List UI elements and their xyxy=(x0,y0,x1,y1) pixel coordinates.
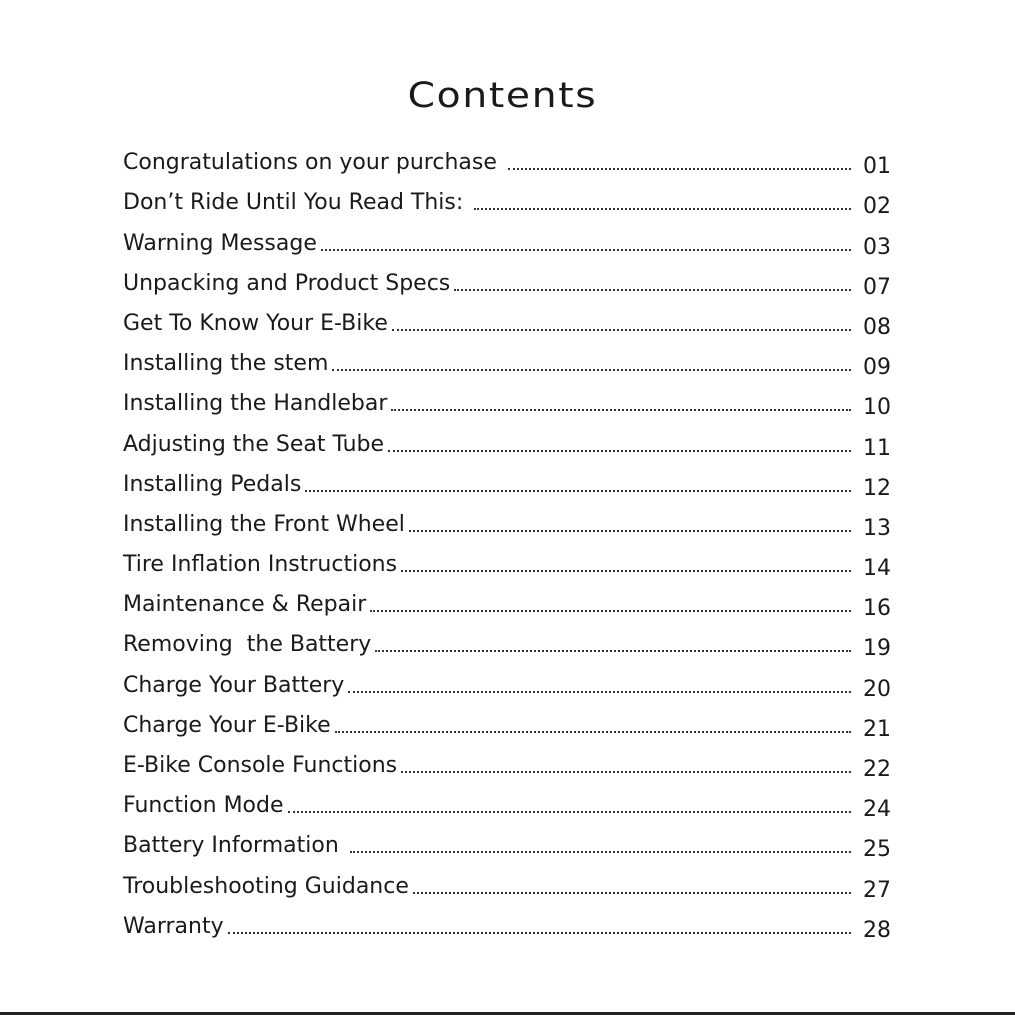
dot-leader xyxy=(392,329,851,331)
toc-page-number: 28 xyxy=(863,917,891,943)
toc-entry-label: Tire Inflation Instructions xyxy=(123,552,398,578)
dot-leader xyxy=(305,490,851,492)
toc-entry-label: Don’t Ride Until You Read This: xyxy=(123,190,471,216)
dot-leader xyxy=(332,369,851,371)
toc-entry-label: Battery Information xyxy=(123,833,346,859)
dot-leader xyxy=(388,450,851,452)
toc-entry-label: Unpacking and Product Specs xyxy=(123,270,451,296)
toc-entry-unpacking[interactable] xyxy=(123,259,893,299)
toc-entry-tire-inflation[interactable] xyxy=(123,540,893,580)
toc-page-number: 08 xyxy=(863,314,891,340)
toc-entry-charge-battery[interactable] xyxy=(123,660,893,700)
toc-entry-maintenance-repair[interactable] xyxy=(123,580,893,620)
toc-page-number: 25 xyxy=(863,837,891,863)
toc-entry-label: Charge Your Battery xyxy=(123,672,345,698)
dot-leader xyxy=(401,771,851,773)
toc-page-number: 27 xyxy=(863,877,891,903)
dot-leader xyxy=(321,249,851,251)
toc-entry-adjusting-seat-tube[interactable] xyxy=(123,419,893,459)
toc-entry-label: Installing the stem xyxy=(123,351,329,377)
toc-entry-label: Installing Pedals xyxy=(123,471,302,497)
dot-leader xyxy=(454,289,851,291)
toc-entry-removing-battery[interactable] xyxy=(123,620,893,660)
dot-leader xyxy=(228,932,851,934)
table-of-contents xyxy=(123,138,893,942)
dot-leader xyxy=(288,811,851,813)
toc-entry-label: Removing the Battery xyxy=(123,632,372,658)
toc-entry-label: Charge Your E-Bike xyxy=(123,712,331,738)
toc-entry-label: Installing the Handlebar xyxy=(123,391,388,417)
dot-leader xyxy=(375,650,851,652)
toc-page-number: 16 xyxy=(863,596,891,622)
toc-page-number: 21 xyxy=(863,716,891,742)
dot-leader xyxy=(413,892,851,894)
dot-leader xyxy=(474,208,851,210)
toc-page-number: 10 xyxy=(863,395,891,421)
toc-entry-label: Maintenance & Repair xyxy=(123,592,367,618)
toc-page-number: 11 xyxy=(863,435,891,461)
toc-entry-label: Adjusting the Seat Tube xyxy=(123,431,385,457)
toc-page-number: 22 xyxy=(863,757,891,782)
toc-entry-warranty[interactable] xyxy=(123,902,893,942)
toc-entry-label: Installing the Front Wheel xyxy=(123,511,405,537)
toc-page-number: 07 xyxy=(863,274,891,300)
page-title: Contents xyxy=(407,76,598,116)
toc-entry-installing-front-wheel[interactable] xyxy=(123,500,893,540)
toc-entry-label: Congratulations on your purchase xyxy=(123,150,504,176)
toc-entry-installing-handlebar[interactable] xyxy=(123,379,893,419)
dot-leader xyxy=(401,570,851,572)
toc-entry-label: Get To Know Your E-Bike xyxy=(123,310,388,336)
dot-leader xyxy=(350,851,851,853)
toc-page-number: 19 xyxy=(863,636,891,662)
toc-page-number: 13 xyxy=(863,515,891,541)
toc-entry-installing-stem[interactable] xyxy=(123,339,893,379)
toc-page-number: 12 xyxy=(863,475,891,501)
toc-page-number: 20 xyxy=(863,676,891,702)
toc-entry-troubleshooting[interactable] xyxy=(123,861,893,901)
toc-page-number: 03 xyxy=(863,234,891,260)
dot-leader xyxy=(370,610,851,612)
dot-leader xyxy=(335,731,851,733)
dot-leader xyxy=(391,409,851,411)
toc-entry-get-to-know[interactable] xyxy=(123,299,893,339)
toc-entry-label: Function Mode xyxy=(123,793,284,819)
toc-page-number: 24 xyxy=(863,797,891,823)
toc-entry-congratulations[interactable] xyxy=(123,138,893,178)
toc-entry-dont-ride[interactable] xyxy=(123,178,893,218)
dot-leader xyxy=(348,691,851,693)
toc-entry-label: Troubleshooting Guidance xyxy=(123,873,409,899)
toc-page-number: 09 xyxy=(863,355,891,381)
toc-entry-warning-message[interactable] xyxy=(123,218,893,258)
toc-entry-installing-pedals[interactable] xyxy=(123,460,893,500)
toc-page-number: 01 xyxy=(863,154,891,180)
toc-page-number: 14 xyxy=(863,556,891,582)
toc-entry-console-functions[interactable] xyxy=(123,741,893,781)
dot-leader xyxy=(409,530,851,532)
toc-entry-label: E-Bike Console Functions xyxy=(123,753,398,778)
toc-entry-label: Warranty xyxy=(123,913,224,939)
toc-entry-battery-information[interactable] xyxy=(123,821,893,861)
toc-entry-label: Warning Message xyxy=(123,230,317,256)
toc-entry-charge-ebike[interactable] xyxy=(123,701,893,741)
dot-leader xyxy=(508,168,851,170)
toc-entry-function-mode[interactable] xyxy=(123,781,893,821)
toc-page-number: 02 xyxy=(863,194,891,220)
